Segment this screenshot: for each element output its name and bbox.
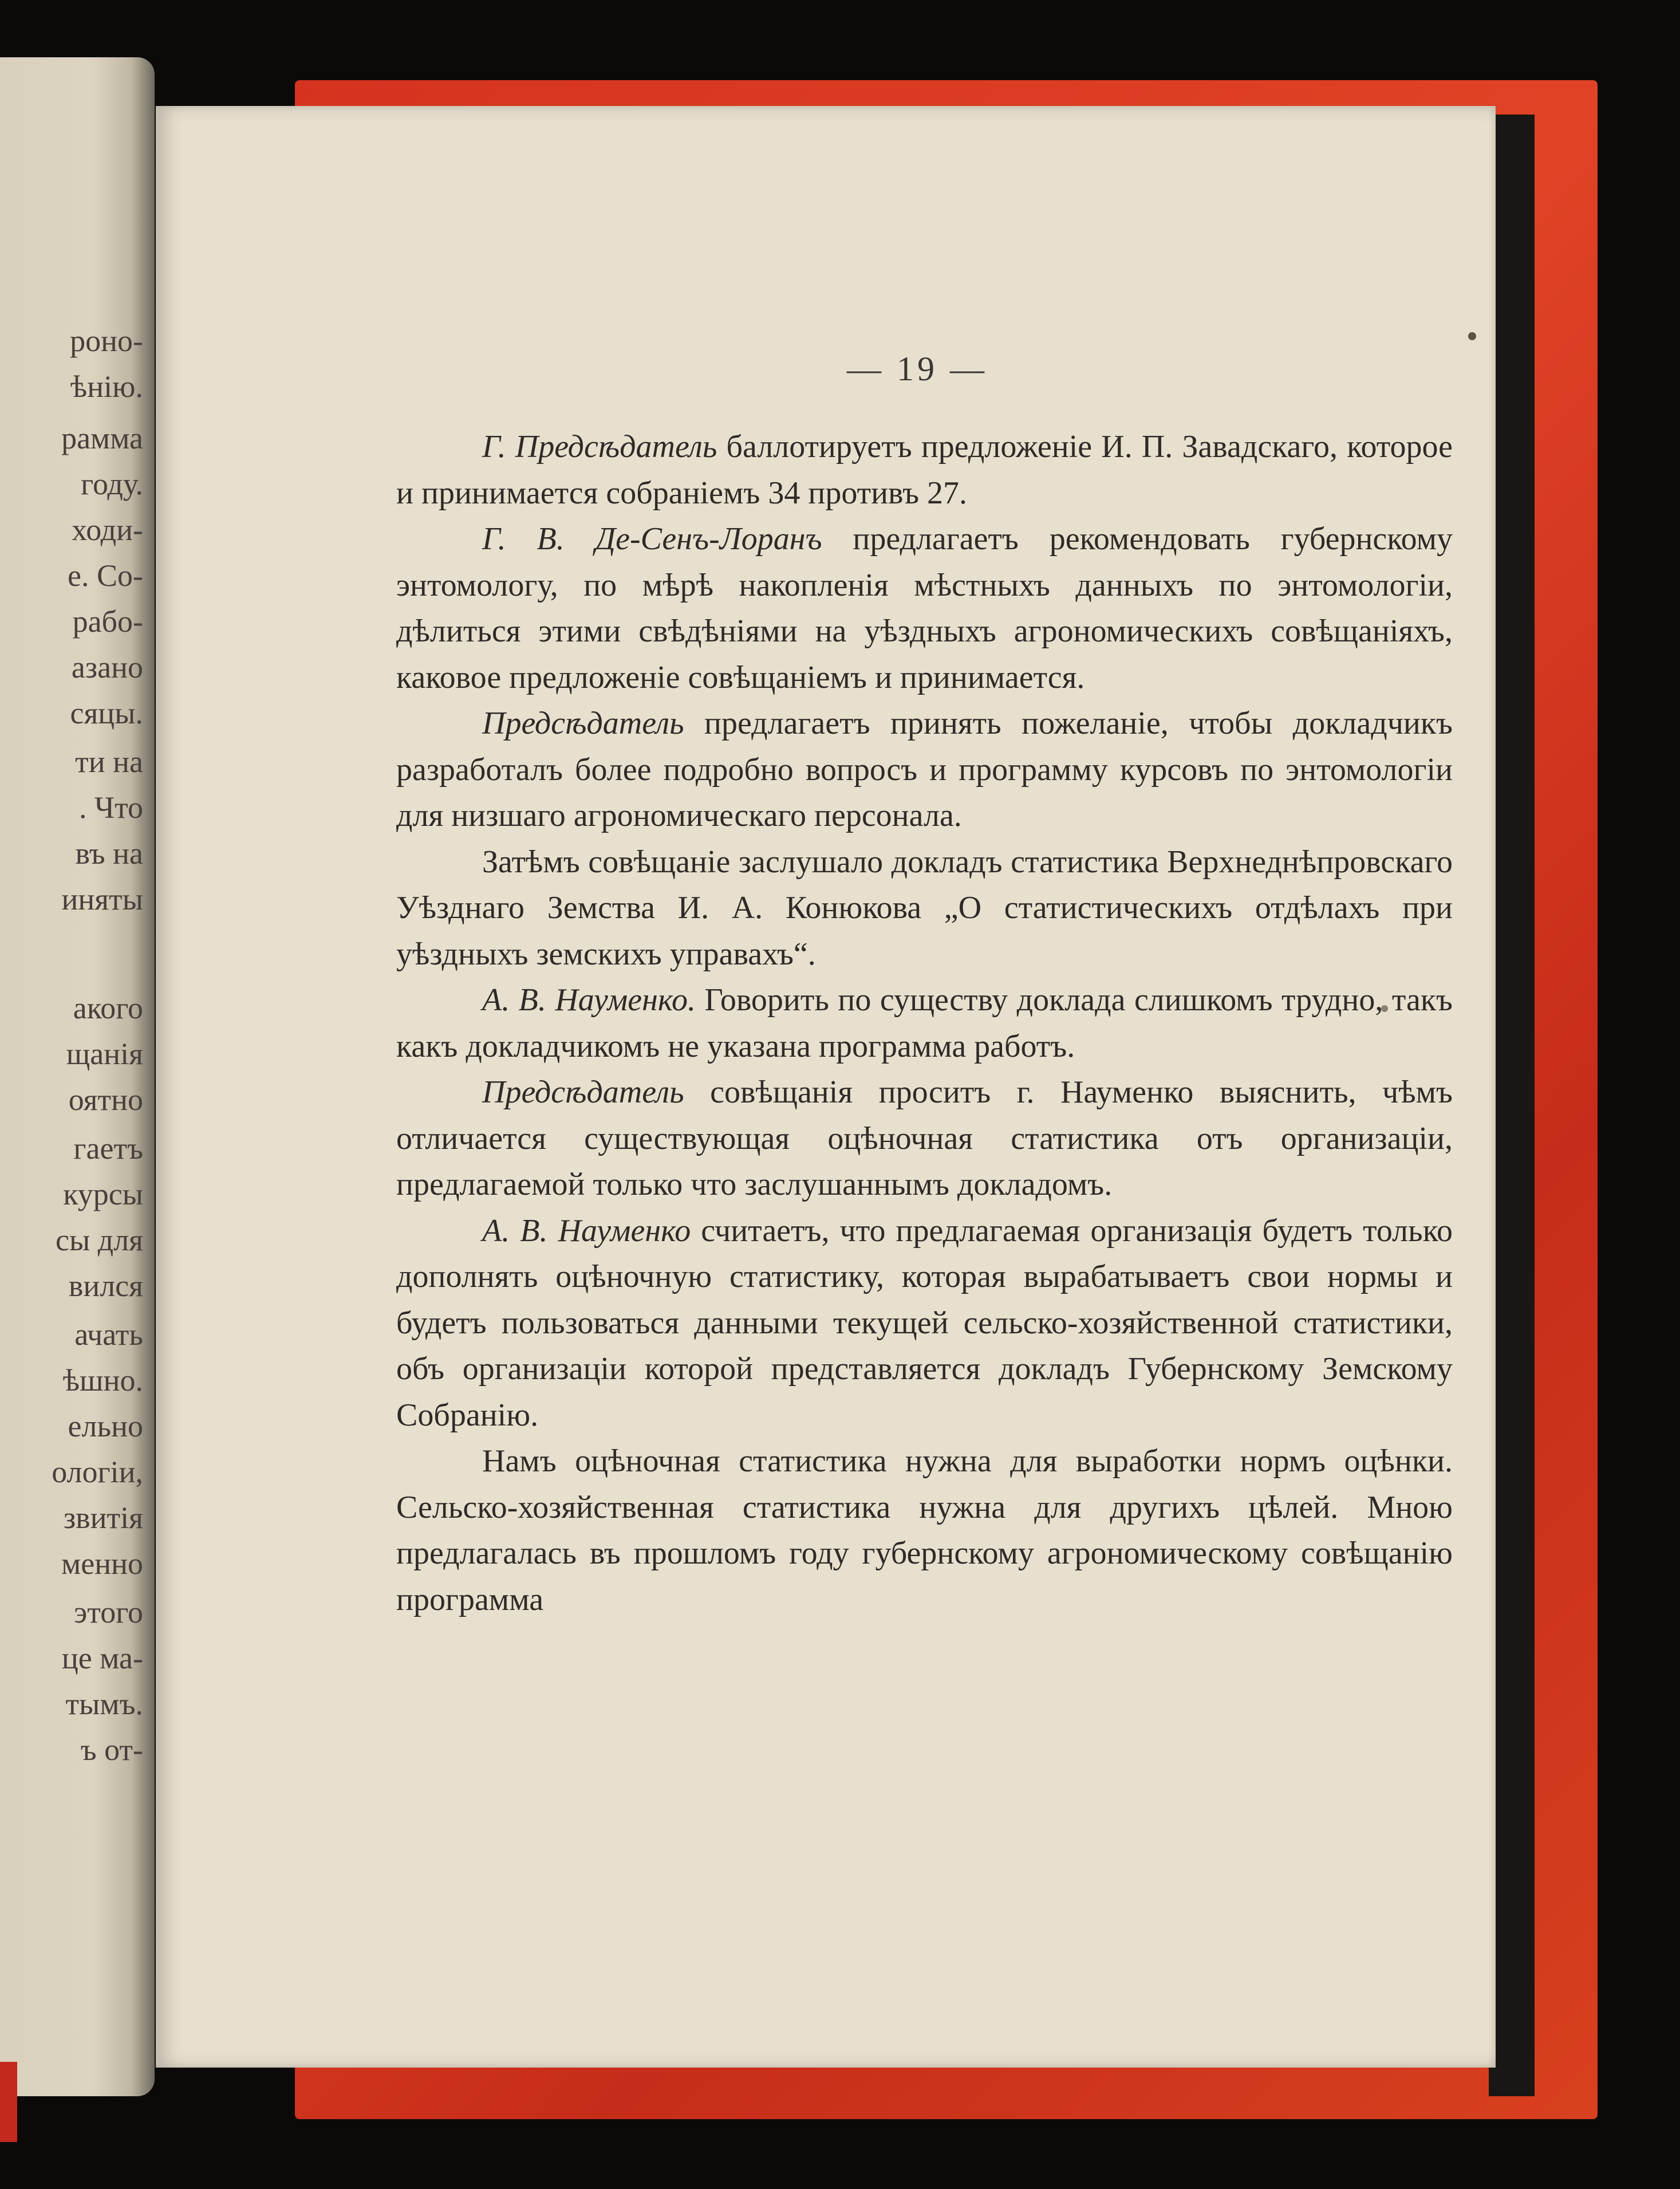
book-page [156, 106, 1496, 2068]
paragraph [396, 1438, 1453, 1623]
left-page-line: ти на [75, 745, 143, 779]
left-page-line: оятно [68, 1082, 143, 1117]
paragraph [396, 424, 1453, 516]
left-page-line: ологіи, [52, 1455, 143, 1489]
speaker-name: Г. В. Де-Сенъ-Лоранъ [482, 521, 822, 557]
left-page-line: вился [68, 1269, 143, 1303]
left-page-line: ельно [68, 1409, 143, 1443]
left-page-line: ходи- [72, 513, 143, 547]
left-page-line: звитія [63, 1501, 143, 1535]
left-page-line: гаетъ [73, 1131, 143, 1166]
left-page-line: сяцы. [70, 696, 143, 730]
paragraph [396, 1069, 1453, 1208]
left-page-line: ѣнію. [70, 369, 143, 404]
left-page-line: ачать [74, 1317, 143, 1352]
ink-spot [1468, 332, 1476, 340]
paragraph-text: предлагаетъ рекомендовать губернскому энтомологу, по мѣрѣ накопленія мѣстныхъ данныхъ по энтомологіи, дѣлиться этими свѣдѣніями на уѣздныхъ агрономическихъ совѣщаніяхъ, каковое предложеніе совѣщаніемъ и принимается. [396, 521, 1453, 695]
left-page-line: . Что [79, 790, 143, 825]
speaker-name: А. В. Науменко. [482, 982, 696, 1018]
left-page-line: акого [73, 991, 143, 1025]
paragraph-text: Говорить по существу доклада слишкомъ трудно, такъ какъ докладчикомъ не указана программа работъ. [396, 982, 1453, 1064]
left-page-line: менно [61, 1546, 143, 1581]
page-body [396, 424, 1453, 1623]
left-page-line: азано [71, 650, 143, 684]
left-page-line: этого [74, 1595, 143, 1629]
left-cover-edge [0, 2062, 17, 2142]
speaker-name: Предсѣдатель [482, 1074, 684, 1110]
speaker-name: А. В. Науменко [482, 1212, 691, 1249]
left-page-line: году. [81, 467, 143, 501]
left-page-line: иняты [61, 882, 143, 916]
paragraph-text: баллотируетъ предложеніе И. П. Завадскаго, которое и принимается собраніемъ 34 противъ 27. [396, 429, 1453, 511]
paragraph [396, 977, 1453, 1069]
paragraph [396, 1208, 1453, 1439]
left-page-line: въ на [75, 836, 143, 871]
left-page-line: е. Со- [68, 558, 143, 593]
left-page-line: щанія [66, 1037, 143, 1071]
speaker-name: Г. Предсѣдатель [482, 429, 717, 464]
paragraph [396, 516, 1453, 700]
paragraph-text: совѣщанія проситъ г. Науменко выяснить, чѣмъ отличается существующая оцѣночная статистика отъ организаціи, предлагаемой только что заслушаннымъ докладомъ. [396, 1074, 1453, 1202]
paragraph [396, 839, 1453, 978]
left-page-line: роно- [70, 324, 143, 358]
left-page-line: це ма- [61, 1641, 143, 1675]
left-page-line: сы для [55, 1223, 143, 1257]
left-page-line: ѣшно. [62, 1363, 143, 1397]
left-page-line: тымъ. [65, 1687, 143, 1721]
left-page-line: рамма [61, 421, 143, 455]
speaker-name: Предсѣдатель [482, 706, 684, 741]
paragraph-text: предлагаетъ принять пожеланіе, чтобы докладчикъ разработалъ более подробно вопросъ и программу курсовъ по энтомологіи для низшаго агрономическаго персонала. [396, 706, 1453, 833]
left-page-line: ъ от- [80, 1733, 143, 1767]
left-page-line: курсы [63, 1177, 143, 1211]
page-number: — 19 — [847, 350, 988, 388]
paragraph-text: считаетъ, что предлагаемая организація будетъ только дополнять оцѣночную статистику, которая вырабатываетъ свои нормы и будетъ пользоваться данными текущей сельско-хозяйственной статистики, объ организаціи которой представляется докладъ Губернскому Земскому Собранію. [396, 1212, 1453, 1433]
page-edge-shadow [1489, 115, 1535, 2096]
paragraph [396, 700, 1453, 839]
paragraph-text: Намъ оцѣночная статистика нужна для выработки нормъ оцѣнки. Сельско-хозяйственная статистика нужна для другихъ цѣлей. Мною предлагалась въ прошломъ году губернскому агрономическому совѣщанію программа [396, 1443, 1453, 1617]
left-page-line: рабо- [72, 604, 143, 639]
paragraph-text: Затѣмъ совѣщаніе заслушало докладъ статистика Верхнеднѣпровскаго Уѣзднаго Земства И. А. Конюкова „О статистическихъ отдѣлахъ при уѣздныхъ земскихъ управахъ“. [396, 844, 1453, 972]
